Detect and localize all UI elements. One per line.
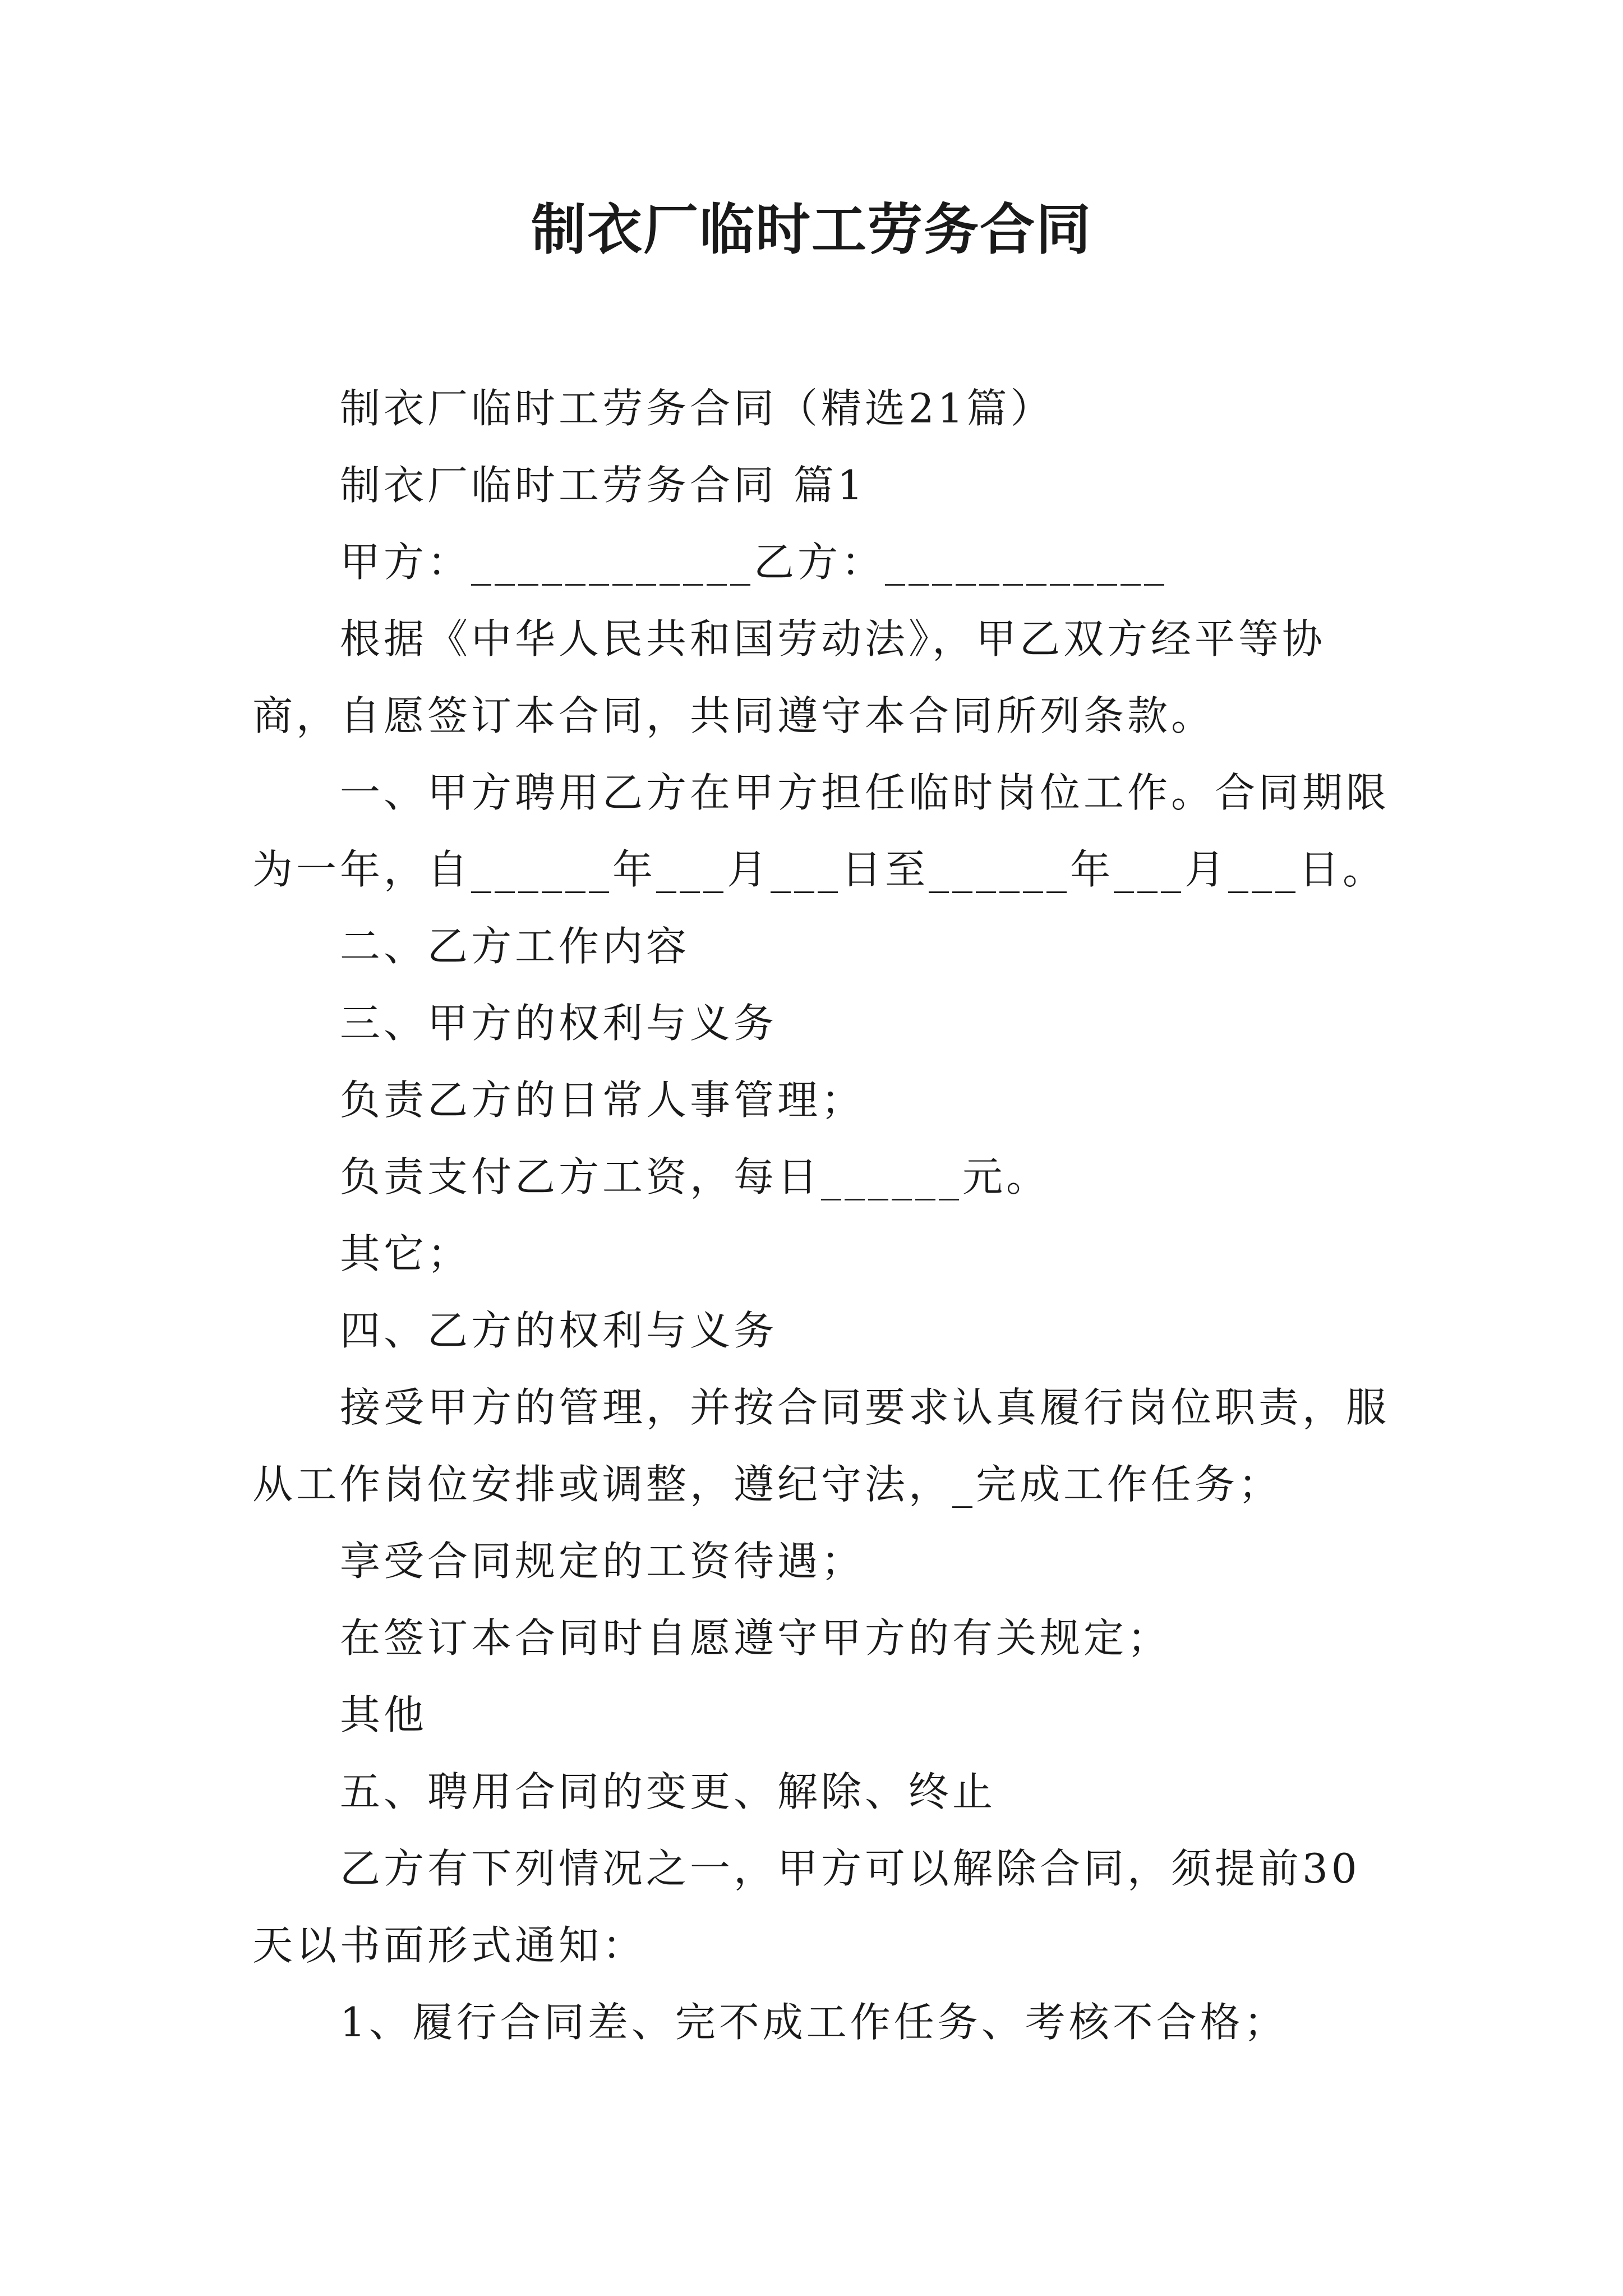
paragraph-clause-3-heading: 三、甲方的权利与义务	[340, 1000, 778, 1047]
paragraph-clause-4-item-2: 享受合同规定的工资待遇；	[340, 1538, 865, 1585]
paragraph-preamble: 根据《中华人民共和国劳动法》，甲乙双方经平等协商，自愿签订本合同，共同遵守本合同所列条款。	[252, 615, 1326, 739]
document-title: 制衣厂临时工劳务合同	[531, 197, 1092, 262]
paragraph-clause-3-item-1: 负责乙方的日常人事管理；	[340, 1076, 865, 1124]
paragraph-parties: 甲方：____________乙方：____________	[340, 539, 1168, 586]
paragraph-clause-5-intro: 乙方有下列情况之一，甲方可以解除合同，须提前30天以书面形式通知：	[252, 1845, 1361, 1969]
paragraph-clause-1: 一、甲方聘用乙方在甲方担任临时岗位工作。合同期限为一年，自______年___月___日至______年___月___日。	[252, 769, 1390, 893]
paragraph-subtitle: 制衣厂临时工劳务合同（精选21篇）	[340, 385, 1054, 432]
paragraph-clause-4-item-1: 接受甲方的管理，并按合同要求认真履行岗位职责，服从工作岗位安排或调整，遵纪守法，_完成工作任务；	[252, 1384, 1390, 1508]
paragraph-clause-2-heading: 二、乙方工作内容	[340, 923, 690, 970]
paragraph-clause-4-heading: 四、乙方的权利与义务	[340, 1307, 778, 1354]
paragraph-clause-4-item-4: 其他	[340, 1691, 428, 1738]
paragraph-section-heading: 制衣厂临时工劳务合同 篇1	[340, 462, 866, 509]
paragraph-clause-5-heading: 五、聘用合同的变更、解除、终止	[340, 1768, 997, 1815]
paragraph-clause-5-item-1: 1、履行合同差、完不成工作任务、考核不合格；	[340, 1999, 1288, 2046]
document-body	[252, 370, 1391, 2061]
paragraph-clause-4-item-3: 在签订本合同时自愿遵守甲方的有关规定；	[340, 1614, 1172, 1662]
paragraph-clause-3-item-3: 其它；	[340, 1230, 472, 1277]
paragraph-clause-3-item-2: 负责支付乙方工资，每日______元。	[340, 1153, 1050, 1200]
